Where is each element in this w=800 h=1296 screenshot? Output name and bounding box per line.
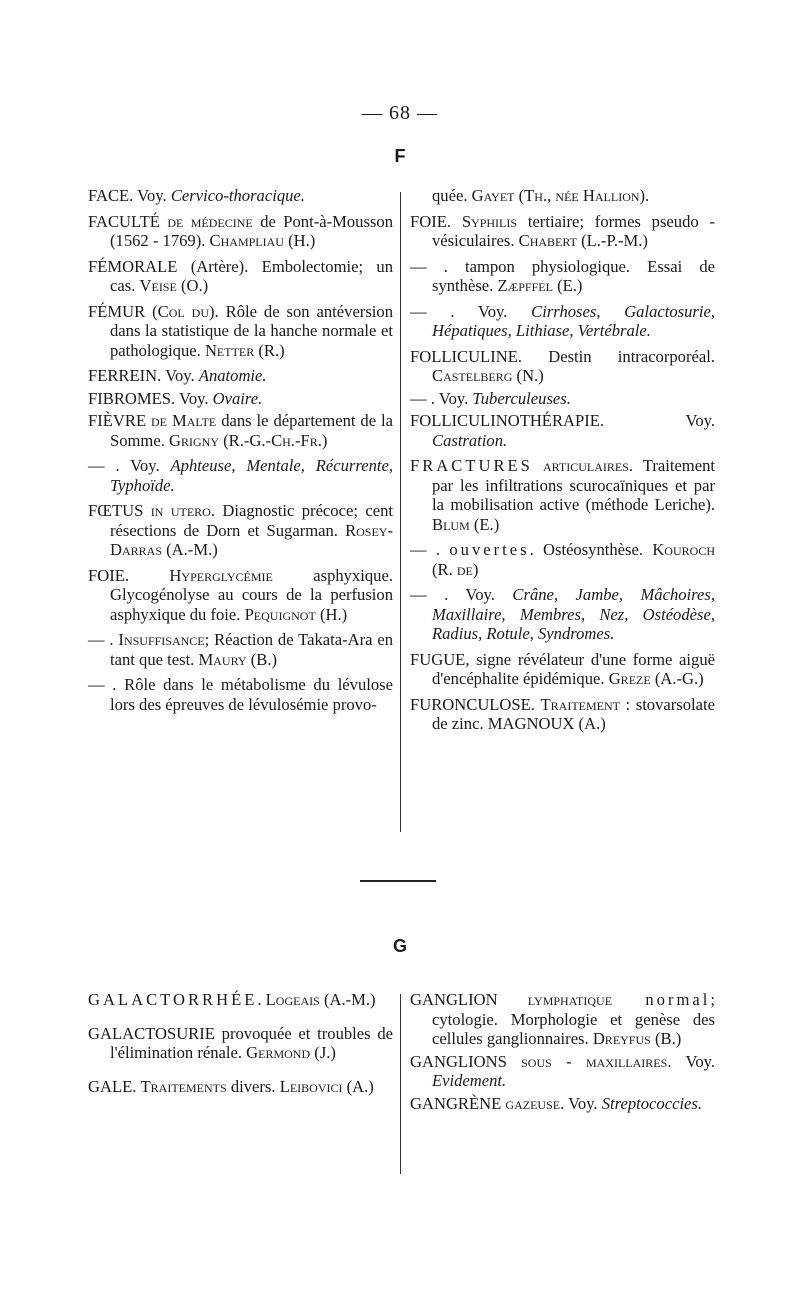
- index-column-f-left: [88, 186, 393, 720]
- index-entry-foie-insuffisance: — . Insuffisance; Réaction de Takata-Ara en tant que test. Maury (B.): [88, 630, 393, 669]
- index-entry-fievre: FIÈVRE de Malte dans le département de la Somme. Grigny (R.-G.-Ch.-Fr.): [88, 411, 393, 450]
- index-entry-fractures-ouvertes: — . ouvertes. Ostéosynthèse. Kouroch (R. de): [410, 540, 715, 579]
- page-number: — 68 —: [362, 102, 438, 124]
- index-entry-ferrein: FERREIN. Voy. Anatomie.: [88, 366, 267, 385]
- index-entry-faculte: FACULTÉ de médecine de Pont-à-Mousson (1562 - 1769). Champliau (H.): [88, 211, 393, 250]
- index-entry-femur: FÉMUR (Col du). Rôle de son antéversion dans la statistique de la hanche normale et pathologique. Netter (R.): [88, 301, 393, 360]
- index-entry-foie-tampon: — . tampon physiologique. Essai de synthèse. Zæpffel (E.): [410, 256, 715, 295]
- index-entry-galactorrhee: GALACTORRHÉE. Logeais (A.-M.): [88, 990, 376, 1009]
- index-entry-folliculine-voy: — . Voy. Tuberculeuses.: [410, 388, 571, 408]
- index-entry-fractures-voy: — . Voy. Crâne, Jambe, Mâchoires, Maxillaire, Membres, Nez, Ostéodèse, Radius, Rotule, Syndromes.: [410, 585, 715, 643]
- section-separator: [360, 880, 436, 882]
- index-entry-fievre-voy: — . Voy. Aphteuse, Mentale, Récurrente, Typhoïde.: [88, 456, 393, 495]
- index-entry-furonculose: FURONCULOSE. Traitement : stovarsolate de zinc. MAGNOUX (A.): [410, 694, 715, 733]
- index-entry-gangrene: GANGRÈNE gazeuse. Voy. Streptococcies.: [410, 1093, 703, 1113]
- index-entry-foie-levulose: — . Rôle dans le métabolisme du lévulose lors des épreuves de lévulosémie provo-: [88, 675, 393, 714]
- index-entry-folliculinotherapie: FOLLICULINOTHÉRAPIE. Voy. Castration.: [410, 411, 715, 450]
- column-divider: [400, 192, 401, 832]
- index-entry-fibromes: FIBROMES. Voy. Ovaire.: [88, 388, 263, 408]
- section-letter-g: G: [392, 936, 407, 956]
- index-entry-foetus: FŒTUS in utero. Diagnostic précoce; cent résections de Dorn et Sugarman. Rosey-Darras (A.-M.): [88, 501, 393, 559]
- index-entry-foie-voy: — . Voy. Cirrhoses, Galactosurie, Hépatiques, Lithiase, Vertébrale.: [410, 301, 715, 340]
- index-entry-ganglion: GANGLION lymphatique normal; cytologie. Morphologie et genèse des cellules ganglionnaires. Dreyfus (B.): [410, 990, 716, 1048]
- index-column-g-right: [410, 990, 715, 1116]
- section-letter-f: F: [394, 146, 406, 166]
- index-column-f-right: [410, 186, 715, 740]
- index-entry-galactosurie: GALACTOSURIE provoquée et troubles de l'élimination rénale. Germond (J.): [88, 1023, 393, 1062]
- index-entry-gale: GALE. Traitements divers. Leibovici (A.): [88, 1076, 374, 1096]
- index-entry-face: FACE. Voy. Cervico-thoracique.: [88, 186, 305, 205]
- index-entry-continuation: quée. Gayet (Th., née Hallion).: [432, 186, 650, 205]
- index-entry-foie-syphilis: FOIE. Syphilis tertiaire; formes pseudo - vésiculaires. Chabert (L.-P.-M.): [410, 211, 715, 250]
- index-entry-fractures: FRACTURES articulaires. Traitement par les infiltrations scurocaïniques et par la mobilisation active (méthode Leriche). Blum (E.): [410, 456, 715, 534]
- index-entry-femorale: FÉMORALE (Artère). Embolectomie; un cas. Veise (O.): [88, 256, 393, 295]
- index-entry-fugue: FUGUE, signe révélateur d'une forme aiguë d'encéphalite épidémique. Greze (A.-G.): [410, 649, 715, 688]
- index-entry-ganglions: GANGLIONS sous - maxillaires. Voy. Evidement.: [410, 1051, 715, 1090]
- index-entry-foie-hyperglycemie: FOIE. Hyperglycémie asphyxique. Glycogénolyse au cours de la perfusion asphyxique du foie. Pequignot (H.): [88, 565, 393, 624]
- index-entry-folliculine: FOLLICULINE. Destin intracorporéal. Castelberg (N.): [410, 346, 715, 385]
- column-divider: [400, 994, 401, 1174]
- index-column-g-left: [88, 990, 393, 1110]
